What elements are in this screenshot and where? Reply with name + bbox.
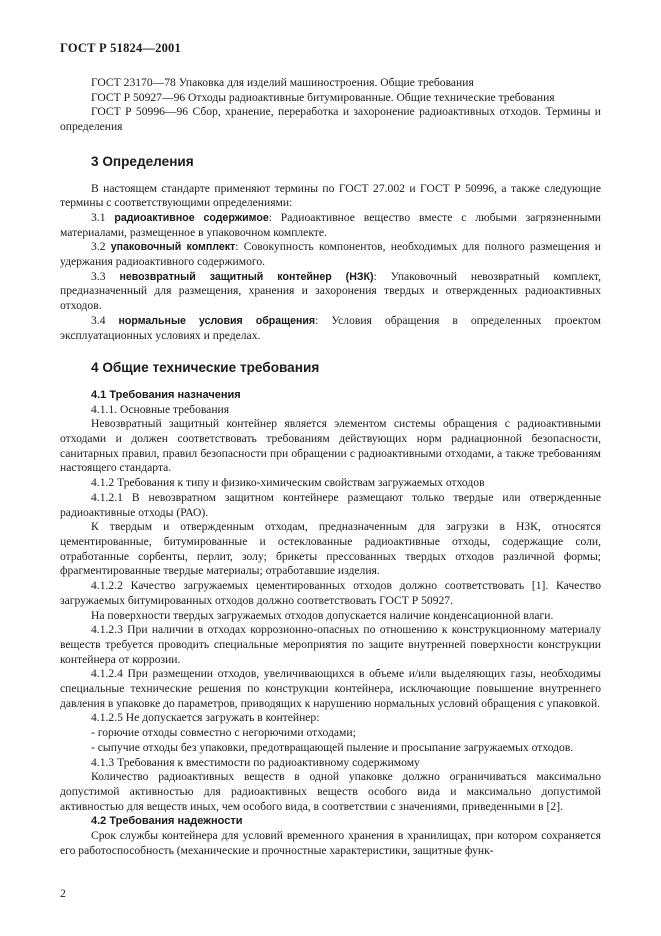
term-number: 3.3 bbox=[91, 269, 120, 283]
term-number: 3.1 bbox=[91, 210, 115, 224]
paragraph: Невозвратный защитный контейнер является элементом системы обращения с радиоактивными отходами и должен соответствовать требованиям действующих норм радиационной безопасности, санитарных правил, правил безопасности при обращении с радиоактивными отходами, а также требованиям настоящего стандарта. bbox=[60, 417, 601, 475]
paragraph: 4.1.1. Основные требования bbox=[91, 402, 230, 416]
reference-line: ГОСТ Р 50927—96 Отходы радиоактивные битумированные. Общие технические требования bbox=[91, 90, 555, 104]
paragraph: 4.1.3 Требования к вместимости по радиоактивному содержимому bbox=[91, 755, 420, 769]
reference-line: ГОСТ 23170—78 Упаковка для изделий машиностроения. Общие требования bbox=[91, 76, 474, 89]
term-name: нормальные условия обращения bbox=[118, 314, 316, 327]
paragraph: 4.1.2.2 Качество загружаемых цементированных отходов должно соответствовать [1]. Качество загружаемых битумированных отходов должно соответствовать ГОСТ Р 50927. bbox=[60, 579, 601, 607]
section-4-heading: 4 Общие технические требования bbox=[91, 360, 320, 376]
list-item: - сыпучие отходы без упаковки, предотвращающей пыление и просыпание загружаемых отходов. bbox=[91, 740, 574, 754]
definitions-intro: В настоящем стандарте применяют термины по ГОСТ 27.002 и ГОСТ Р 50996, а также следующие термины с соответствующими определениями: bbox=[60, 181, 601, 210]
definition-3-2 bbox=[60, 240, 601, 269]
paragraph: Количество радиоактивных веществ в одной упаковке должно ограничиваться максимально допустимой активностью для радиоактивных веществ особого вида и максимально допустимой активностью для веществ иных, чем особого вида, в соответствии с значениями, приведенными в [2]. bbox=[60, 770, 601, 813]
list-item: - горючие отходы совместно с негорючими отходами; bbox=[91, 726, 356, 740]
paragraph: 4.1.2 Требования к типу и физико-химическим свойствам загружаемых отходов bbox=[91, 476, 485, 490]
definition-3-3 bbox=[60, 270, 601, 314]
paragraph: Срок службы контейнера для условий временного хранения в хранилищах, при котором сохраняется его работоспособность (механические и прочностные характеристики, защитные функ- bbox=[60, 829, 601, 857]
reference-line: ГОСТ Р 50996—96 Сбор, хранение, переработка и захоронение радиоактивных отходов. Термины и определения bbox=[60, 105, 601, 134]
paragraph: 4.1.2.1 В невозвратном защитном контейнере размещают только твердые или отвержденные радиоактивные отходы (РАО). bbox=[60, 490, 601, 519]
document-header: ГОСТ Р 51824—2001 bbox=[60, 41, 181, 55]
paragraph: На поверхности твердых загружаемых отходов допускается наличие конденсационной влаги. bbox=[91, 608, 554, 622]
term-number: 3.2 bbox=[91, 240, 111, 254]
term-number: 3.4 bbox=[91, 313, 119, 327]
paragraph: 4.1.2.5 Не допускается загружать в контейнер: bbox=[91, 711, 320, 725]
term-name: упаковочный комплект bbox=[110, 241, 236, 254]
subsection-4-1-heading: 4.1 Требования назначения bbox=[91, 388, 241, 401]
page-number: 2 bbox=[60, 887, 66, 900]
paragraph: 4.1.2.4 При размещении отходов, увеличивающихся в объеме и/или выделяющих газы, необходимы специальные технические решения по конструкции контейнера, исключающие повышение внутреннего давления в упаковке до параметров, приводящих к нарушению нормальных условий обращения с упаковкой. bbox=[60, 667, 601, 710]
paragraph: К твердым и отвержденным отходам, предназначенным для загрузки в НЗК, относятся цементированные, битумированные и остеклованные радиоактивные отходы, содержащие соли, отработанные сорбенты, перлит, золу; брикеты прессованных твердых отходов различной формы; фрагментированные твердые материалы; отработавшие изделия. bbox=[60, 520, 601, 578]
subsection-4-2-heading: 4.2 Требования надежности bbox=[91, 815, 243, 828]
page-content bbox=[60, 76, 601, 858]
definition-3-4 bbox=[60, 314, 601, 343]
section-3-heading: 3 Определения bbox=[91, 153, 194, 169]
term-definition: : Упаковочный невозвратный комплект, предназначенный для размещения, хранения и захоронения твердых и отвержденных радиоактивных отходов. bbox=[60, 269, 602, 313]
term-definition: : Совокупность компонентов, необходимых для полного размещения и удержания радиоактивного содержимого. bbox=[60, 240, 602, 269]
term-name: радиоактивное содержимое bbox=[114, 211, 269, 224]
term-name: невозвратный защитный контейнер (НЗК) bbox=[119, 270, 374, 283]
term-definition: : Радиоактивное вещество вместе с любыми загрязненными материалами, размещенное в упаковочном комплекте. bbox=[60, 210, 602, 239]
term-definition: : Условия обращения в определенных проектом эксплуатационных условиях и пределах. bbox=[60, 313, 602, 342]
paragraph: 4.1.2.3 При наличии в отходах коррозионно-опасных по отношению к конструкционному материалу веществ требуется проводить специальные мероприятия по защите внутренней поверхности конструкции контейнера от коррозии. bbox=[60, 623, 601, 666]
definition-3-1 bbox=[60, 211, 601, 240]
